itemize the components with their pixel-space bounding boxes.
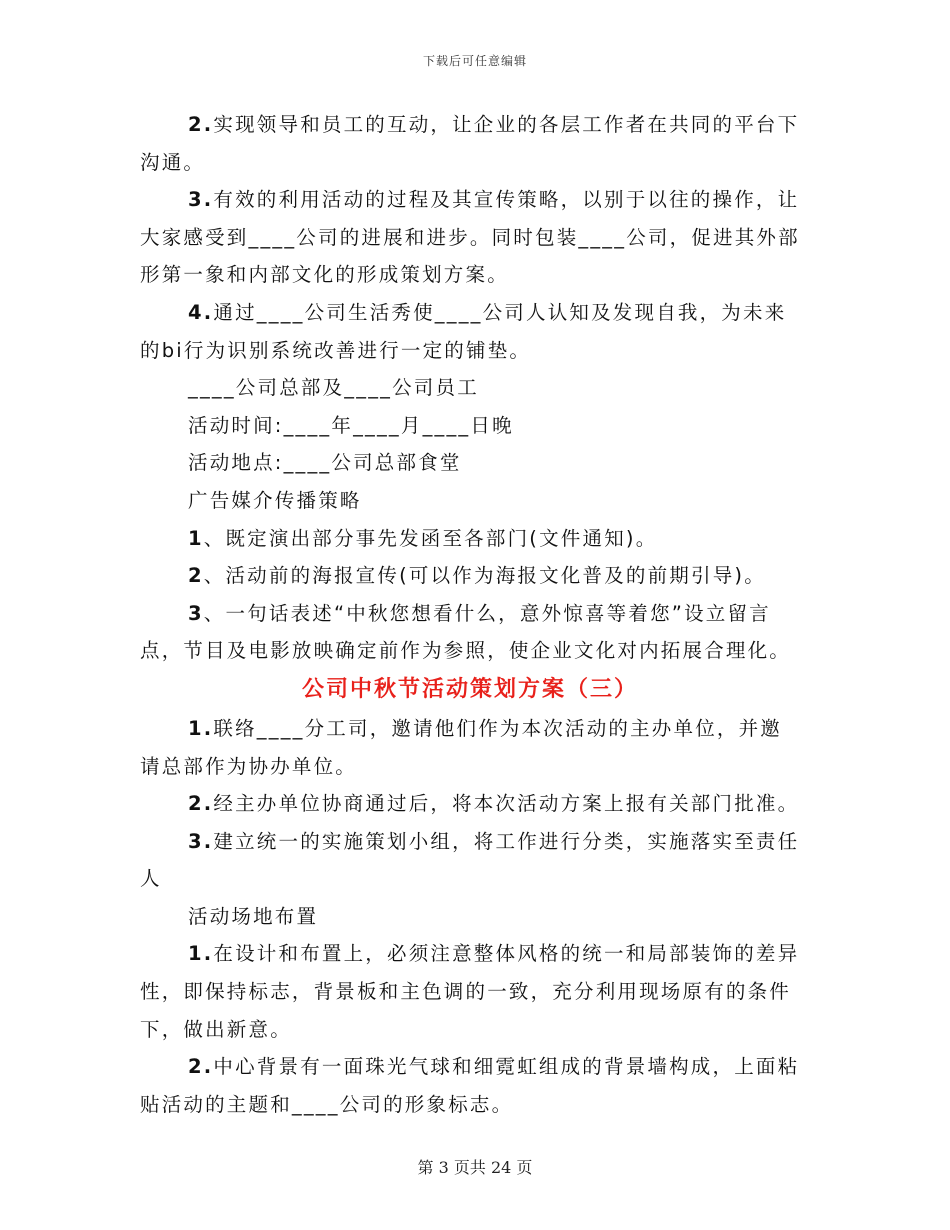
paragraph-text: 在设计和布置上，必须注意整体风格的统一和局部装饰的差异性，即保持标志，背景板和主色调的一致，充分利用现场原有的条件下，做出新意。 xyxy=(140,942,800,1041)
paragraph xyxy=(140,369,800,407)
paragraph-number: 3. xyxy=(188,829,214,853)
paragraph-text: 有效的利用活动的过程及其宣传策略，以别于以往的操作，让大家感受到____公司的进展和进步。同时包装____公司，促进其外部形第一象和内部文化的形成策划方案。 xyxy=(140,188,800,287)
paragraph-number: 2. xyxy=(188,1055,214,1079)
paragraph-text: 经主办单位协商通过后，将本次活动方案上报有关部门批准。 xyxy=(213,792,800,816)
paragraph xyxy=(140,823,800,898)
paragraph-number: 2. xyxy=(188,113,214,136)
section-heading: 公司中秋节活动策划方案（三） xyxy=(301,676,638,702)
paragraph-text: 、一句话表述“中秋您想看什么，意外惊喜等着您”设立留言点，节目及电影放映确定前作为参照，使企业文化对内拓展合理化。 xyxy=(140,601,792,663)
paragraph-text: 、既定演出部分事先发函至各部门(文件通知)。 xyxy=(203,526,658,550)
paragraph xyxy=(140,520,800,558)
paragraph-number: 2. xyxy=(188,792,214,816)
paragraph-text: 联络____分工司，邀请他们作为本次活动的主办单位，并邀请总部作为协办单位。 xyxy=(140,716,782,778)
paragraph-text: 活动时间:____年____月____日晚 xyxy=(188,413,514,437)
paragraph-number: 1. xyxy=(188,716,214,740)
paragraph xyxy=(140,294,800,369)
bottom-section xyxy=(140,710,800,1124)
paragraph-text: 通过____公司生活秀使____公司人认知及发现自我，为未来的bi行为识别系统改善进行一定的铺垫。 xyxy=(140,300,787,362)
paragraph-number: 2 xyxy=(188,564,204,588)
paragraph-text: 活动场地布置 xyxy=(188,904,319,928)
paragraph xyxy=(140,181,800,294)
paragraph-text: ____公司总部及____公司员工 xyxy=(188,376,479,400)
page-header: 下载后可任意编辑 xyxy=(422,54,527,68)
top-section xyxy=(140,106,800,670)
paragraph xyxy=(140,785,800,823)
paragraph-number: 1. xyxy=(188,942,214,966)
paragraph-text: 广告媒介传播策略 xyxy=(188,488,362,512)
paragraph-text: 、活动前的海报宣传(可以作为海报文化普及的前期引导)。 xyxy=(203,564,766,588)
paragraph xyxy=(140,557,800,595)
paragraph xyxy=(140,1048,800,1123)
paragraph-text: 活动地点:____公司总部食堂 xyxy=(188,451,462,475)
paragraph xyxy=(140,710,800,785)
paragraph xyxy=(140,482,800,520)
paragraph xyxy=(140,898,800,936)
paragraph-text: 中心背景有一面珠光气球和细霓虹组成的背景墙构成，上面粘贴活动的主题和____公司的形象标志。 xyxy=(140,1055,800,1116)
page-footer: 第 3 页共 24 页 xyxy=(417,1158,533,1177)
paragraph-number: 4. xyxy=(188,300,214,324)
paragraph-text: 建立统一的实施策划小组，将工作进行分类，实施落实至责任人 xyxy=(140,829,800,891)
paragraph-number: 3 xyxy=(188,601,204,625)
document-body xyxy=(140,106,800,1123)
paragraph xyxy=(140,935,800,1048)
paragraph xyxy=(140,106,800,181)
paragraph-number: 1 xyxy=(188,526,204,550)
paragraph-text: 实现领导和员工的互动，让企业的各层工作者在共同的平台下沟通。 xyxy=(140,113,800,174)
paragraph xyxy=(140,595,800,670)
paragraph-number: 3. xyxy=(188,188,214,212)
paragraph xyxy=(140,407,800,445)
paragraph xyxy=(140,444,800,482)
